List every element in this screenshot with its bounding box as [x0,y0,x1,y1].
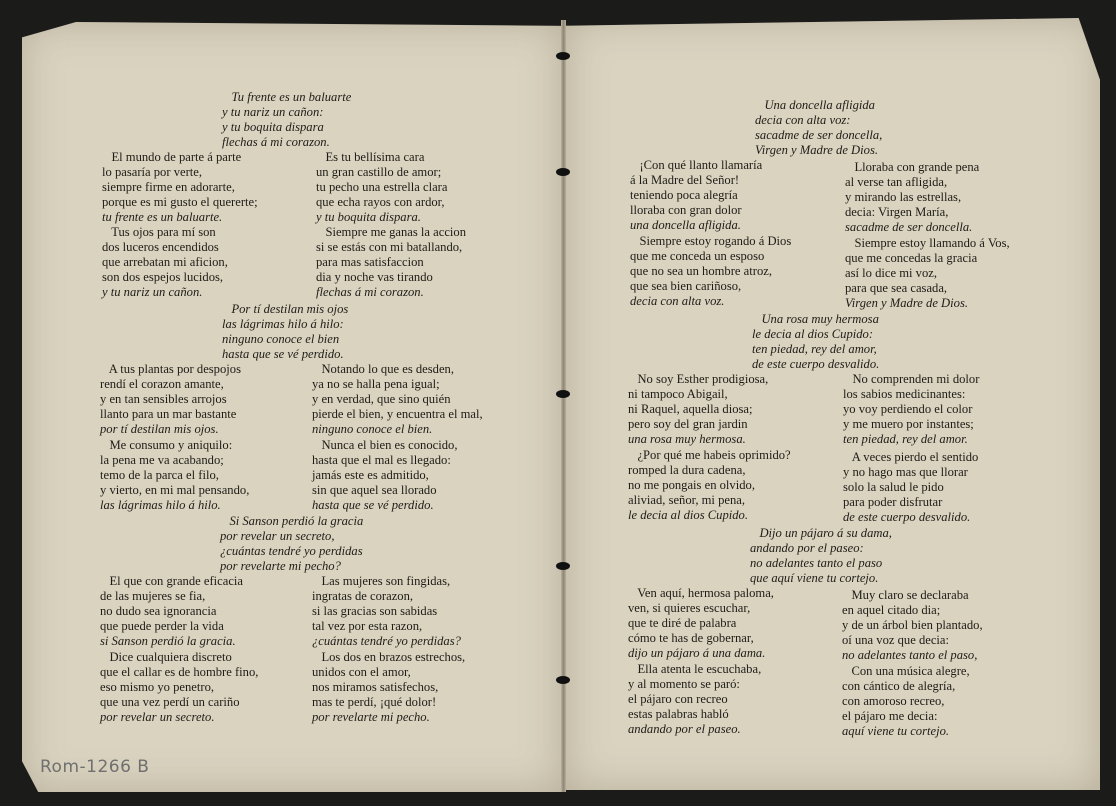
verse-line: ten piedad, rey del amor. [843,432,968,446]
verse-block [628,646,765,661]
verse-block [312,710,430,725]
verse-line: los sabios medicinantes: [843,387,966,402]
verse-line: que sea bien cariñoso, [630,279,742,294]
verse-line: Una rosa muy hermosa [752,312,879,326]
verse-line: para poder disfrutar [843,495,943,510]
verse-line: Siempre me ganas la accion [316,225,467,239]
verse-line: ¿cuántas tendré yo perdidas? [312,634,461,648]
verse-block [628,372,768,432]
verse-block [842,648,977,663]
verse-line: ni tampoco Abigail, [628,387,728,402]
verse-line: Es tu bellísima cara [316,150,425,164]
verse-line: y tu nariz un cañon: [222,105,324,120]
verse-line: al verse tan afligida, [845,175,948,190]
verse-line: estas palabras habló [628,707,729,722]
verse-block [312,574,450,634]
verse-line: eso mismo yo penetro, [100,680,215,695]
verse-line: ni Raquel, aquella diosa; [628,402,753,417]
verse-block [628,448,791,508]
verse-line: flechas á mi corazon. [316,285,424,299]
verse-line: y me muero por instantes; [843,417,974,432]
verse-line: ven, si quieres escuchar, [628,601,751,616]
verse-line: Con una música alegre, [842,664,970,678]
verse-line: lloraba con gran dolor [630,203,742,218]
verse-line: que una vez perdí un cariño [100,695,240,710]
verse-line: y tu nariz un cañon. [102,285,203,299]
verse-line: oí una voz que decia: [842,633,950,648]
verse-block [312,650,465,710]
verse-line: las lágrimas hilo á hilo: [222,317,344,332]
verse-line: son dos espejos lucidos, [102,270,224,285]
verse-block [222,90,351,150]
verse-line: Virgen y Madre de Dios. [755,143,878,158]
verse-line: Ven aquí, hermosa paloma, [628,586,774,600]
verse-line: que me concedas la gracia [845,251,978,266]
verse-line: si Sanson perdió la gracia. [100,634,236,648]
verse-line: aquí viene tu cortejo. [842,724,950,738]
verse-line: sin que aquel sea llorado [312,483,437,498]
verse-line: de este cuerpo desvalido. [843,510,971,524]
verse-line: mas te perdí, ¡qué dolor! [312,695,437,710]
verse-line: Muy claro se declaraba [842,588,969,602]
verse-block [100,650,258,710]
verse-block [100,362,241,422]
verse-line: porque es mi gusto el quererte; [102,195,258,210]
verse-block [102,225,228,285]
verse-line: Dijo un pájaro á su dama, [750,526,892,540]
verse-block [842,664,970,724]
verse-line: hasta que se vé perdido. [312,498,434,512]
verse-block [102,150,258,210]
verse-line: y en verdad, que sino quién [312,392,451,407]
stitch-hole [556,390,570,398]
verse-line: dos luceros encendidos [102,240,219,255]
verse-line: un gran castillo de amor; [316,165,442,180]
verse-line: así lo dice mi voz, [845,266,937,281]
verse-block [843,372,979,432]
verse-line: que puede perder la vida [100,619,224,634]
verse-line: El que con grande eficacia [100,574,244,588]
verse-line: Nunca el bien es conocido, [312,438,458,452]
verse-line: una rosa muy hermosa. [628,432,746,446]
verse-block [845,296,968,311]
verse-line: Virgen y Madre de Dios. [845,296,968,310]
verse-line: para mas satisfaccion [316,255,424,270]
verse-line: tu frente es un baluarte. [102,210,223,224]
verse-line: no dudo sea ignorancia [100,604,217,619]
verse-line: teniendo poca alegría [630,188,738,203]
verse-line: y al momento se paró: [628,677,740,692]
verse-line: Una doncella afligida [755,98,875,112]
verse-block [102,285,202,300]
verse-line: siempre firme en adorarte, [102,180,235,195]
verse-line: para que sea casada, [845,281,948,296]
verse-line: rendí el corazon amante, [100,377,224,392]
verse-line: el pájaro con recreo [628,692,728,707]
verse-line: A veces pierdo el sentido [843,450,979,464]
verse-block [100,634,236,649]
verse-line: que el callar es de hombre fino, [100,665,259,680]
verse-line: cómo te has de gobernar, [628,631,754,646]
verse-line: dia y noche vas tirando [316,270,433,285]
verse-line: Los dos en brazos estrechos, [312,650,466,664]
verse-line: decia con alta voz. [630,294,725,308]
verse-block [845,220,972,235]
verse-line: andando por el paseo: [750,541,864,556]
verse-block [316,210,421,225]
verse-block [628,508,748,523]
verse-line: No soy Esther prodigiosa, [628,372,769,386]
stitch-hole [556,52,570,60]
verse-line: y vierto, en mi mal pensando, [100,483,250,498]
verse-block [630,234,791,294]
verse-line: dijo un pájaro á una dama. [628,646,766,660]
verse-line: que echa rayos con ardor, [316,195,445,210]
verse-line: por revelarte mi pecho? [220,559,341,574]
verse-line: de este cuerpo desvalido. [752,357,880,372]
verse-line: si se estás con mi batallando, [316,240,463,255]
verse-line: de las mujeres se fia, [100,589,206,604]
verse-line: que aquí viene tu cortejo. [750,571,879,586]
verse-block [845,160,979,220]
verse-block [630,218,741,233]
verse-line: ingratas de corazon, [312,589,414,604]
verse-block [842,588,983,648]
verse-block [752,312,879,372]
verse-line: tal vez por esta razon, [312,619,423,634]
verse-block [312,498,434,513]
verse-line: hasta que se vé perdido. [222,347,344,362]
verse-block [312,634,461,649]
verse-line: Por tí destilan mis ojos [222,302,349,316]
verse-block [628,722,741,737]
verse-line: ¿cuántas tendré yo perdidas [220,544,363,559]
verse-block [630,158,762,218]
verse-block [843,450,978,510]
verse-line: y mirando las estrellas, [845,190,962,205]
verse-block [843,510,970,525]
verse-line: romped la dura cadena, [628,463,746,478]
verse-block [630,294,724,309]
verse-block [842,724,949,739]
verse-block [316,225,466,285]
verse-line: Siempre estoy rogando á Dios [630,234,792,248]
verse-line: tu pecho una estrella clara [316,180,448,195]
verse-line: pero soy del gran jardin [628,417,748,432]
verse-line: por revelar un secreto. [100,710,215,724]
verse-line: hasta que el mal es llegado: [312,453,451,468]
verse-block [628,432,746,447]
verse-block [628,662,761,722]
verse-line: pierde el bien, y encuentra el mal, [312,407,483,422]
verse-block [312,438,457,498]
verse-line: sacadme de ser doncella. [845,220,973,234]
verse-line: yo voy perdiendo el color [843,402,973,417]
verse-line: y no hago mas que llorar [843,465,968,480]
verse-block [312,362,483,422]
verse-line: que te diré de palabra [628,616,737,631]
verse-line: que arrebatan mi aficion, [102,255,228,270]
verse-line: si las gracias son sabidas [312,604,438,619]
verse-line: y tu boquita dispara [222,120,324,135]
verse-block [100,422,219,437]
verse-line: El mundo de parte á parte [102,150,242,164]
verse-line: la pena me va acabando; [100,453,224,468]
verse-line: Siempre estoy llamando á Vos, [845,236,1010,250]
verse-block [316,150,447,210]
verse-line: con amoroso recreo, [842,694,945,709]
verse-line: y tu boquita dispara. [316,210,421,224]
verse-line: Notando lo que es desden, [312,362,454,376]
verse-line: nos miramos satisfechos, [312,680,439,695]
verse-line: ¿Por qué me habeis oprimido? [628,448,791,462]
verse-line: ya no se halla pena igual; [312,377,440,392]
verse-line: temo de la parca el filo, [100,468,219,483]
stitch-hole [556,676,570,684]
verse-line: ten piedad, rey del amor, [752,342,877,357]
verse-line: le decia al dios Cupido. [628,508,748,522]
verse-block [220,514,363,574]
verse-line: no adelantes tanto el paso, [842,648,978,662]
verse-line: aliviad, señor, mi pena, [628,493,746,508]
verse-line: y de un árbol bien plantado, [842,618,983,633]
verse-block [100,710,214,725]
verse-line: llanto para un mar bastante [100,407,237,422]
verse-line: no adelantes tanto el paso [750,556,883,571]
verse-line: flechas á mi corazon. [222,135,330,150]
verse-block [316,285,424,300]
verse-line: Tus ojos para mí son [102,225,216,239]
stitch-hole [556,168,570,176]
verse-line: lo pasaría por verte, [102,165,203,180]
verse-line: andando por el paseo. [628,722,741,736]
verse-line: en aquel citado dia; [842,603,941,618]
verse-line: y en tan sensibles arrojos [100,392,227,407]
verse-line: Las mujeres son fingidas, [312,574,451,588]
verse-block [755,98,882,158]
verse-line: decia con alta voz: [755,113,851,128]
verse-line: sacadme de ser doncella, [755,128,883,143]
verse-line: le decia al dios Cupido: [752,327,874,342]
verse-line: Si Sanson perdió la gracia [220,514,364,528]
verse-line: decia: Virgen María, [845,205,949,220]
verse-block [312,422,432,437]
verse-line: no me pongais en olvido, [628,478,755,493]
verse-line: Tu frente es un baluarte [222,90,352,104]
verse-line: ninguno conoce el bien. [312,422,433,436]
verse-line: No comprenden mi dolor [843,372,980,386]
library-shelf-mark: Rom-1266 B [40,757,150,777]
verse-block [628,586,774,646]
verse-line: á la Madre del Señor! [630,173,740,188]
verse-line: por tí destilan mis ojos. [100,422,219,436]
verse-line: con cántico de alegría, [842,679,956,694]
verse-line: jamás este es admitido, [312,468,429,483]
verse-line: Dice cualquiera discreto [100,650,232,664]
verse-line: por revelar un secreto, [220,529,335,544]
verse-block [100,574,243,634]
verse-block [750,526,892,586]
verse-line: una doncella afligida. [630,218,741,232]
verse-block [845,236,1010,296]
verse-line: que no sea un hombre atroz, [630,264,772,279]
verse-line: las lágrimas hilo á hilo. [100,498,221,512]
verse-line: A tus plantas por despojos [100,362,241,376]
verse-line: Lloraba con grande pena [845,160,980,174]
verse-line: ninguno conoce el bien [222,332,340,347]
verse-block [100,498,221,513]
verse-line: que me conceda un esposo [630,249,765,264]
verse-block [843,432,968,447]
verse-line: Me consumo y aniquilo: [100,438,233,452]
verse-line: el pájaro me decia: [842,709,938,724]
stitch-hole [556,562,570,570]
verse-block [102,210,222,225]
verse-line: por revelarte mi pecho. [312,710,430,724]
verse-line: ¡Con qué llanto llamaría [630,158,763,172]
verse-block [222,302,348,362]
verse-line: Ella atenta le escuchaba, [628,662,762,676]
verse-block [100,438,249,498]
verse-line: unidos con el amor, [312,665,411,680]
verse-line: solo la salud le pido [843,480,944,495]
